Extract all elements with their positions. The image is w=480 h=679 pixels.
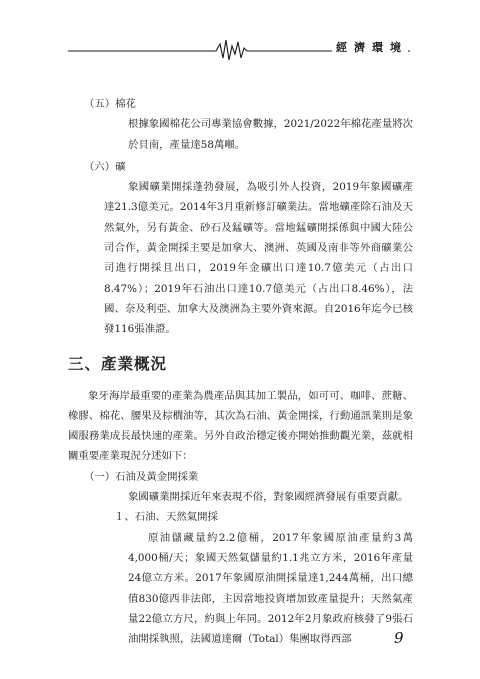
oil-gold-paragraph: 象國礦業開採近年來表現不俗，對象國經濟發展有重要貢獻。 — [128, 491, 409, 504]
mining-heading: （六）礦 — [84, 160, 126, 173]
mining-paragraph: 象國礦業開採蓬勃發展，為吸引外人投資，2019年象國礦產達21.3億美元。2014年3月重新修訂礦業法。當地礦產除石油及天然氣外，另有黃金、砂石及錳礦等。當地錳礦開採係與中國大陸公司合作，黃金開採主要是加拿大、澳洲、英國及南非等外商礦業公司進行開採且出口，2019年金礦出口達10.7億美元（占出口8.47%）；2019年石油出口達10.7億美元（占出口8.46%），法國、奈及利亞、加拿大及澳洲為主要外資來源。自2016年迄今已核發116張准證。 — [104, 181, 413, 336]
oil-gold-heading: （一）石油及黃金開採業 — [84, 470, 199, 483]
cotton-heading: （五）棉花 — [84, 98, 136, 110]
oil-gas-item-heading: １、石油、天然氣開採 — [114, 511, 218, 524]
page-body — [68, 94, 413, 649]
page-number: 9 — [394, 629, 404, 647]
running-header — [68, 36, 410, 62]
industry-intro-paragraph: 象牙海岸最重要的產業為農產品與其加工製品，如可可、咖啡、蔗糖、橡膠、棉花、腰果及棕櫚油等，其次為石油、黃金開採，行動通訊業則是象國服務業成長最快速的產業。另外自政治穩定後亦開始推動觀光業，茲就相關重要產業現況分述如下： — [68, 389, 413, 463]
oil-gas-paragraph: 原油儲藏量約2.2億桶，2017年象國原油產量約3萬4,000桶/天；象國天然氣儲量約1.1兆立方米，2016年產量24億立方米。2017年象國原油開採量達1,244萬桶，出口總值830億西非法郎，主因當地投資增加致產量提升；天然氣產量22億立方尺，約與上年同。2012年2月象政府核發了9張石油開採執照，法國道達爾（Total）集團取得西部 — [128, 531, 413, 646]
cotton-paragraph: 根據象國棉花公司專業協會數據，2021/2022年棉花產量將次於貝南，產量達58萬噸。 — [128, 118, 413, 151]
header-title: 經濟環境 — [332, 39, 408, 55]
industry-section-heading: 三、產業概況 — [68, 353, 168, 373]
